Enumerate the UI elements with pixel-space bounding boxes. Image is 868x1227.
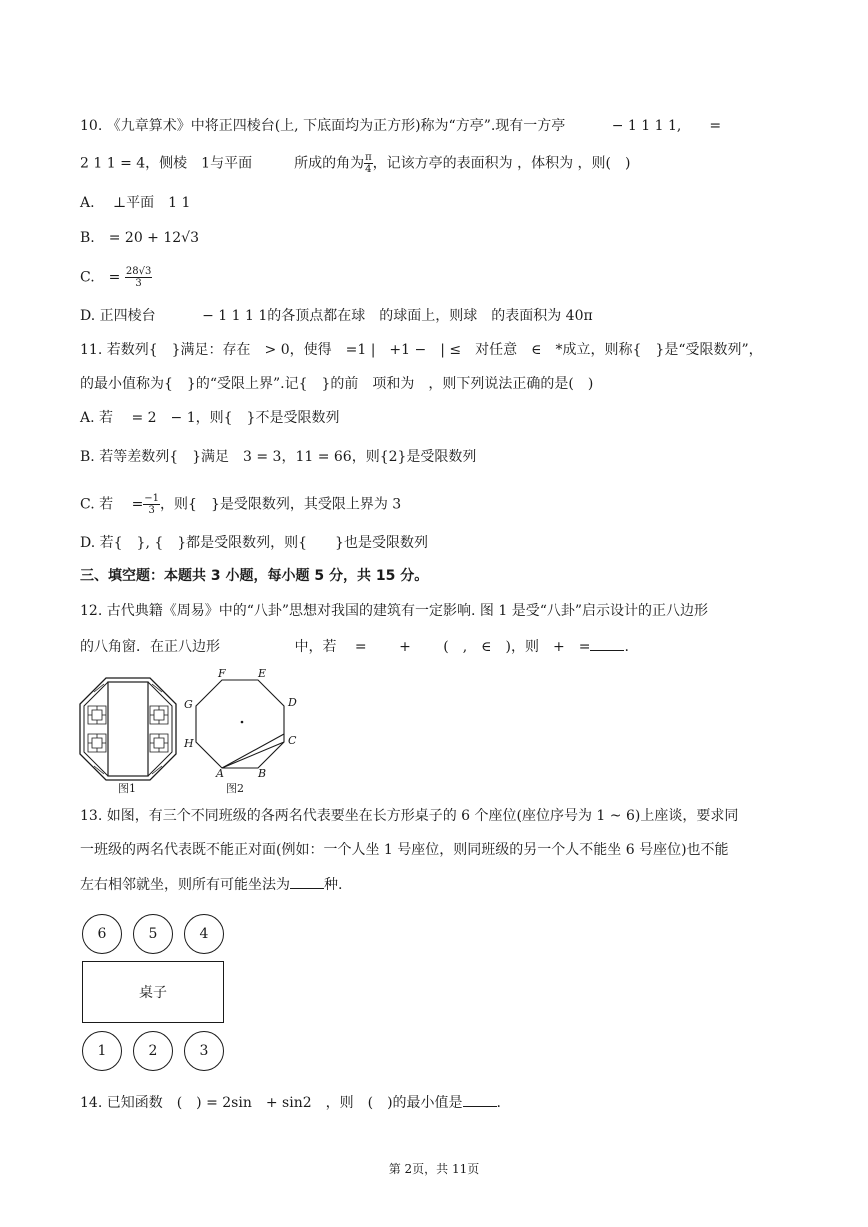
seat-3: 3 xyxy=(184,1031,224,1071)
vertex-label-d: D xyxy=(288,696,297,709)
table-box: 桌子 xyxy=(82,961,224,1023)
q11-option-c-text-b: ，则{ }是受限数列，其受限上界为 3 xyxy=(160,496,402,513)
q12-line2-end: . xyxy=(624,639,629,655)
q14-text: 14. 已知函数 ( ) = 2sin + sin2 ，则 ( )的最小值是 xyxy=(80,1095,463,1111)
q12-answer-blank xyxy=(590,636,624,651)
q10-option-c-fraction xyxy=(125,266,152,289)
q10-angle-den: 4 xyxy=(365,164,372,175)
octagon-abcdefgh-figure xyxy=(180,664,310,780)
vertex-label-c: C xyxy=(288,734,297,747)
q11-option-c-fraction xyxy=(143,493,160,516)
q11-line2: 的最小值称为{ }的“受限上界”.记{ }的前 项和为 ，则下列说法正确的是( ) xyxy=(80,376,594,392)
q10-angle-fraction xyxy=(364,152,373,175)
q10-line2-text-b: ，记该方亭的表面积为 ，体积为 ，则( ) xyxy=(372,155,631,172)
q13-answer-blank xyxy=(290,874,324,889)
q11-option-c-num: −1 xyxy=(144,493,160,504)
q13-line3-end: 种. xyxy=(324,877,343,893)
seat-6: 6 xyxy=(82,914,122,954)
q13-line3 xyxy=(80,874,342,895)
q10-option-c-label: C. = xyxy=(80,269,121,286)
vertex-label-b: B xyxy=(258,767,267,780)
page-footer: 第 2页，共 11页 xyxy=(388,1162,480,1176)
vertex-label-e: E xyxy=(258,667,267,680)
q10-option-c-num: 28√3 xyxy=(125,266,152,277)
q11-option-b: B. 若等差数列{ }满足 3 = 3，11 = 66，则{2}是受限数列 xyxy=(80,449,477,465)
octagon-window-figure xyxy=(78,676,178,782)
q12-line2 xyxy=(80,636,629,657)
q13-line3-text: 左右相邻就坐，则所有可能坐法为 xyxy=(80,877,290,893)
seat-2: 2 xyxy=(133,1031,173,1071)
seat-1: 1 xyxy=(82,1031,122,1071)
q13-line1: 13. 如图，有三个不同班级的各两名代表要坐在长方形桌子的 6 个座位(座位序号为 1 ~ 6)上座谈，要求同 xyxy=(80,808,739,824)
seat-5: 5 xyxy=(133,914,173,954)
q11-option-c xyxy=(80,493,401,516)
vertex-label-h: H xyxy=(184,737,194,750)
q12-line2-text: 的八角窗．在正八边形 中，若 = + ( , ∈ )，则 + = xyxy=(80,639,591,655)
q10-option-c xyxy=(80,266,152,289)
q14-end: . xyxy=(496,1095,501,1111)
vertex-label-f: F xyxy=(218,667,226,680)
q10-line2-text-a: 2 1 1 = 4，侧棱 1与平面 所成的角为 xyxy=(80,155,365,172)
q10-line1: 10. 《九章算术》中将正四棱台(上, 下底面均为正方形)称为“方亭”.现有一方亭 − 1 1 1 1, = xyxy=(80,118,722,134)
q11-option-a: A. 若 = 2 − 1，则{ }不是受限数列 xyxy=(80,410,340,426)
q10-option-a: A. ⊥平面 1 1 xyxy=(80,195,191,211)
q11-line1: 11. 若数列{ }满足：存在 > 0，使得 =1 | +1 − | ≤ 对任意 ∈ *成立，则称{ }是“受限数列”， xyxy=(80,342,763,358)
q10-option-d: D. 正四棱台 − 1 1 1 1的各顶点都在球 的球面上，则球 的表面积为 40π xyxy=(80,308,593,324)
vertex-label-g: G xyxy=(184,698,193,711)
q11-option-c-den: 3 xyxy=(148,505,155,516)
q11-option-d: D. 若{ }, { }都是受限数列，则{ }也是受限数列 xyxy=(80,535,428,551)
q13-line2: 一班级的两名代表既不能正对面(例如：一个人坐 1 号座位，则同班级的另一个人不能坐 6 号座位)也不能 xyxy=(80,842,729,858)
figure-1-caption: 图1 xyxy=(118,782,136,795)
q14-answer-blank xyxy=(463,1092,497,1107)
q10-angle-num: π xyxy=(365,152,372,163)
section-3-heading: 三、填空题：本题共 3 小题，每小题 5 分，共 15 分。 xyxy=(80,568,429,584)
q10-option-b: B. = 20 + 12√3 xyxy=(80,230,200,246)
vertex-label-a: A xyxy=(216,767,224,780)
q12-line1: 12. 古代典籍《周易》中的“八卦”思想对我国的建筑有一定影响. 图 1 是受“八卦”启示设计的正八边形 xyxy=(80,603,709,619)
seat-4: 4 xyxy=(184,914,224,954)
q10-line2 xyxy=(80,152,630,175)
q11-option-c-text-a: C. 若 = xyxy=(80,496,144,513)
q14-line1 xyxy=(80,1092,501,1113)
q10-option-c-den: 3 xyxy=(135,278,142,289)
figure-2-caption: 图2 xyxy=(226,782,244,795)
